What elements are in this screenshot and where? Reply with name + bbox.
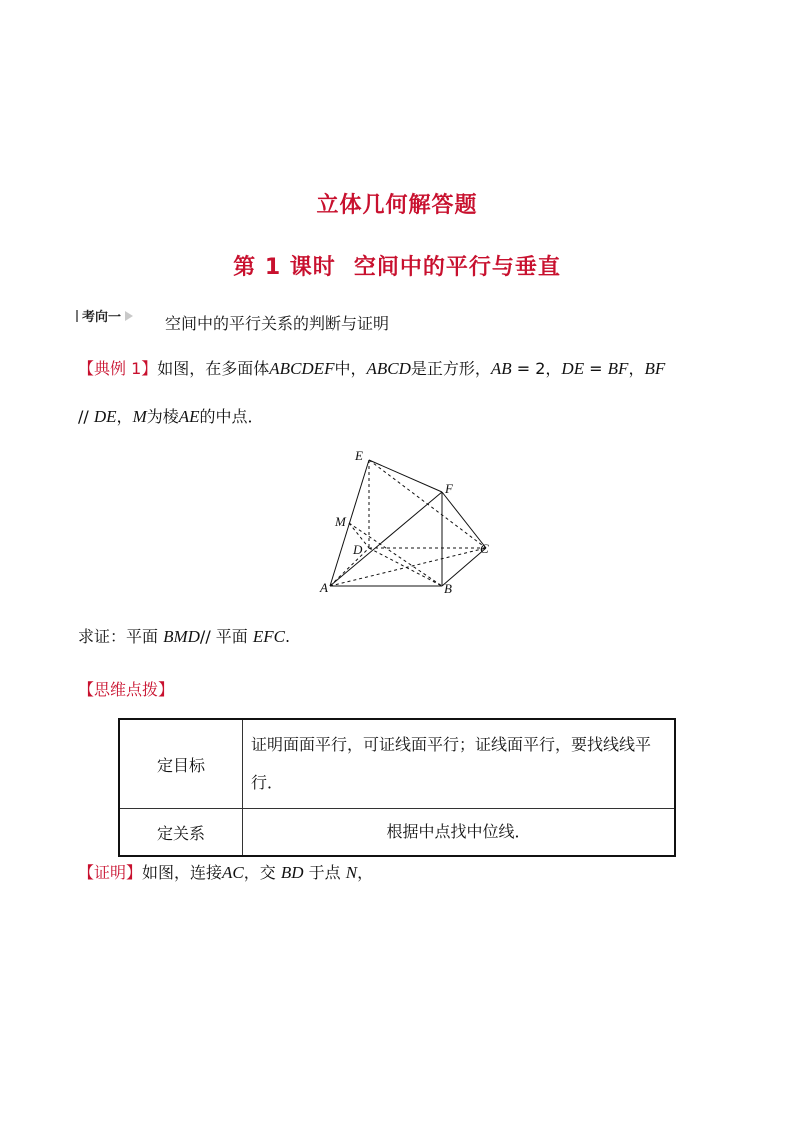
table-row: [119, 719, 675, 809]
table-row: [119, 809, 675, 857]
label-F: F: [445, 481, 453, 496]
triangle-arrow-icon: [125, 311, 133, 321]
row-label: 定关系: [119, 809, 243, 857]
row-label: 定目标: [119, 719, 243, 809]
edge-DB: [369, 548, 442, 586]
edge-EF: [369, 460, 442, 492]
example-line-2: // DE，M为棱AE的中点．: [78, 407, 264, 426]
label-E: E: [355, 448, 363, 463]
edge-AF: [330, 492, 442, 586]
edge-EC: [369, 460, 486, 548]
polyhedron-figure: [300, 440, 500, 600]
label-M: M: [335, 514, 346, 529]
lesson-name: 空间中的平行与垂直: [353, 255, 561, 280]
row-content: 根据中点找中位线．: [243, 809, 676, 857]
example-tag: 【典例 1】: [78, 359, 158, 378]
lesson-number: 第 1 课时: [233, 255, 336, 280]
label-A: A: [320, 580, 328, 595]
tag-bar-icon: [76, 310, 78, 322]
guide-table: [118, 718, 676, 857]
hint-heading: 【思维点拨】: [78, 680, 175, 699]
lesson-title: [0, 250, 794, 281]
topic-text: 空间中的平行关系的判断与证明: [165, 314, 390, 333]
row-content: 证明面面平行，可证线面平行；证线面平行，要找线线平行．: [243, 719, 676, 809]
label-B: B: [444, 581, 452, 596]
proof-tag: 【证明】: [78, 863, 143, 882]
label-C: C: [480, 541, 489, 556]
section-title: 立体几何解答题: [316, 193, 478, 218]
prove-statement: 求证：平面 BMD// 平面 EFC.: [78, 627, 291, 646]
topic-tag-label: 考向一: [82, 310, 122, 325]
proof-line: 【证明】如图，连接AC，交 BD 于点 N，: [78, 863, 374, 882]
example-line-1: 【典例 1】如图，在多面体ABCDEF中，ABCD是正方形，AB = 2，DE = BF，BF: [78, 359, 666, 378]
label-D: D: [353, 542, 363, 557]
edge-MB: [349, 523, 442, 586]
edge-FC: [442, 492, 486, 548]
topic-tag: [76, 306, 133, 325]
